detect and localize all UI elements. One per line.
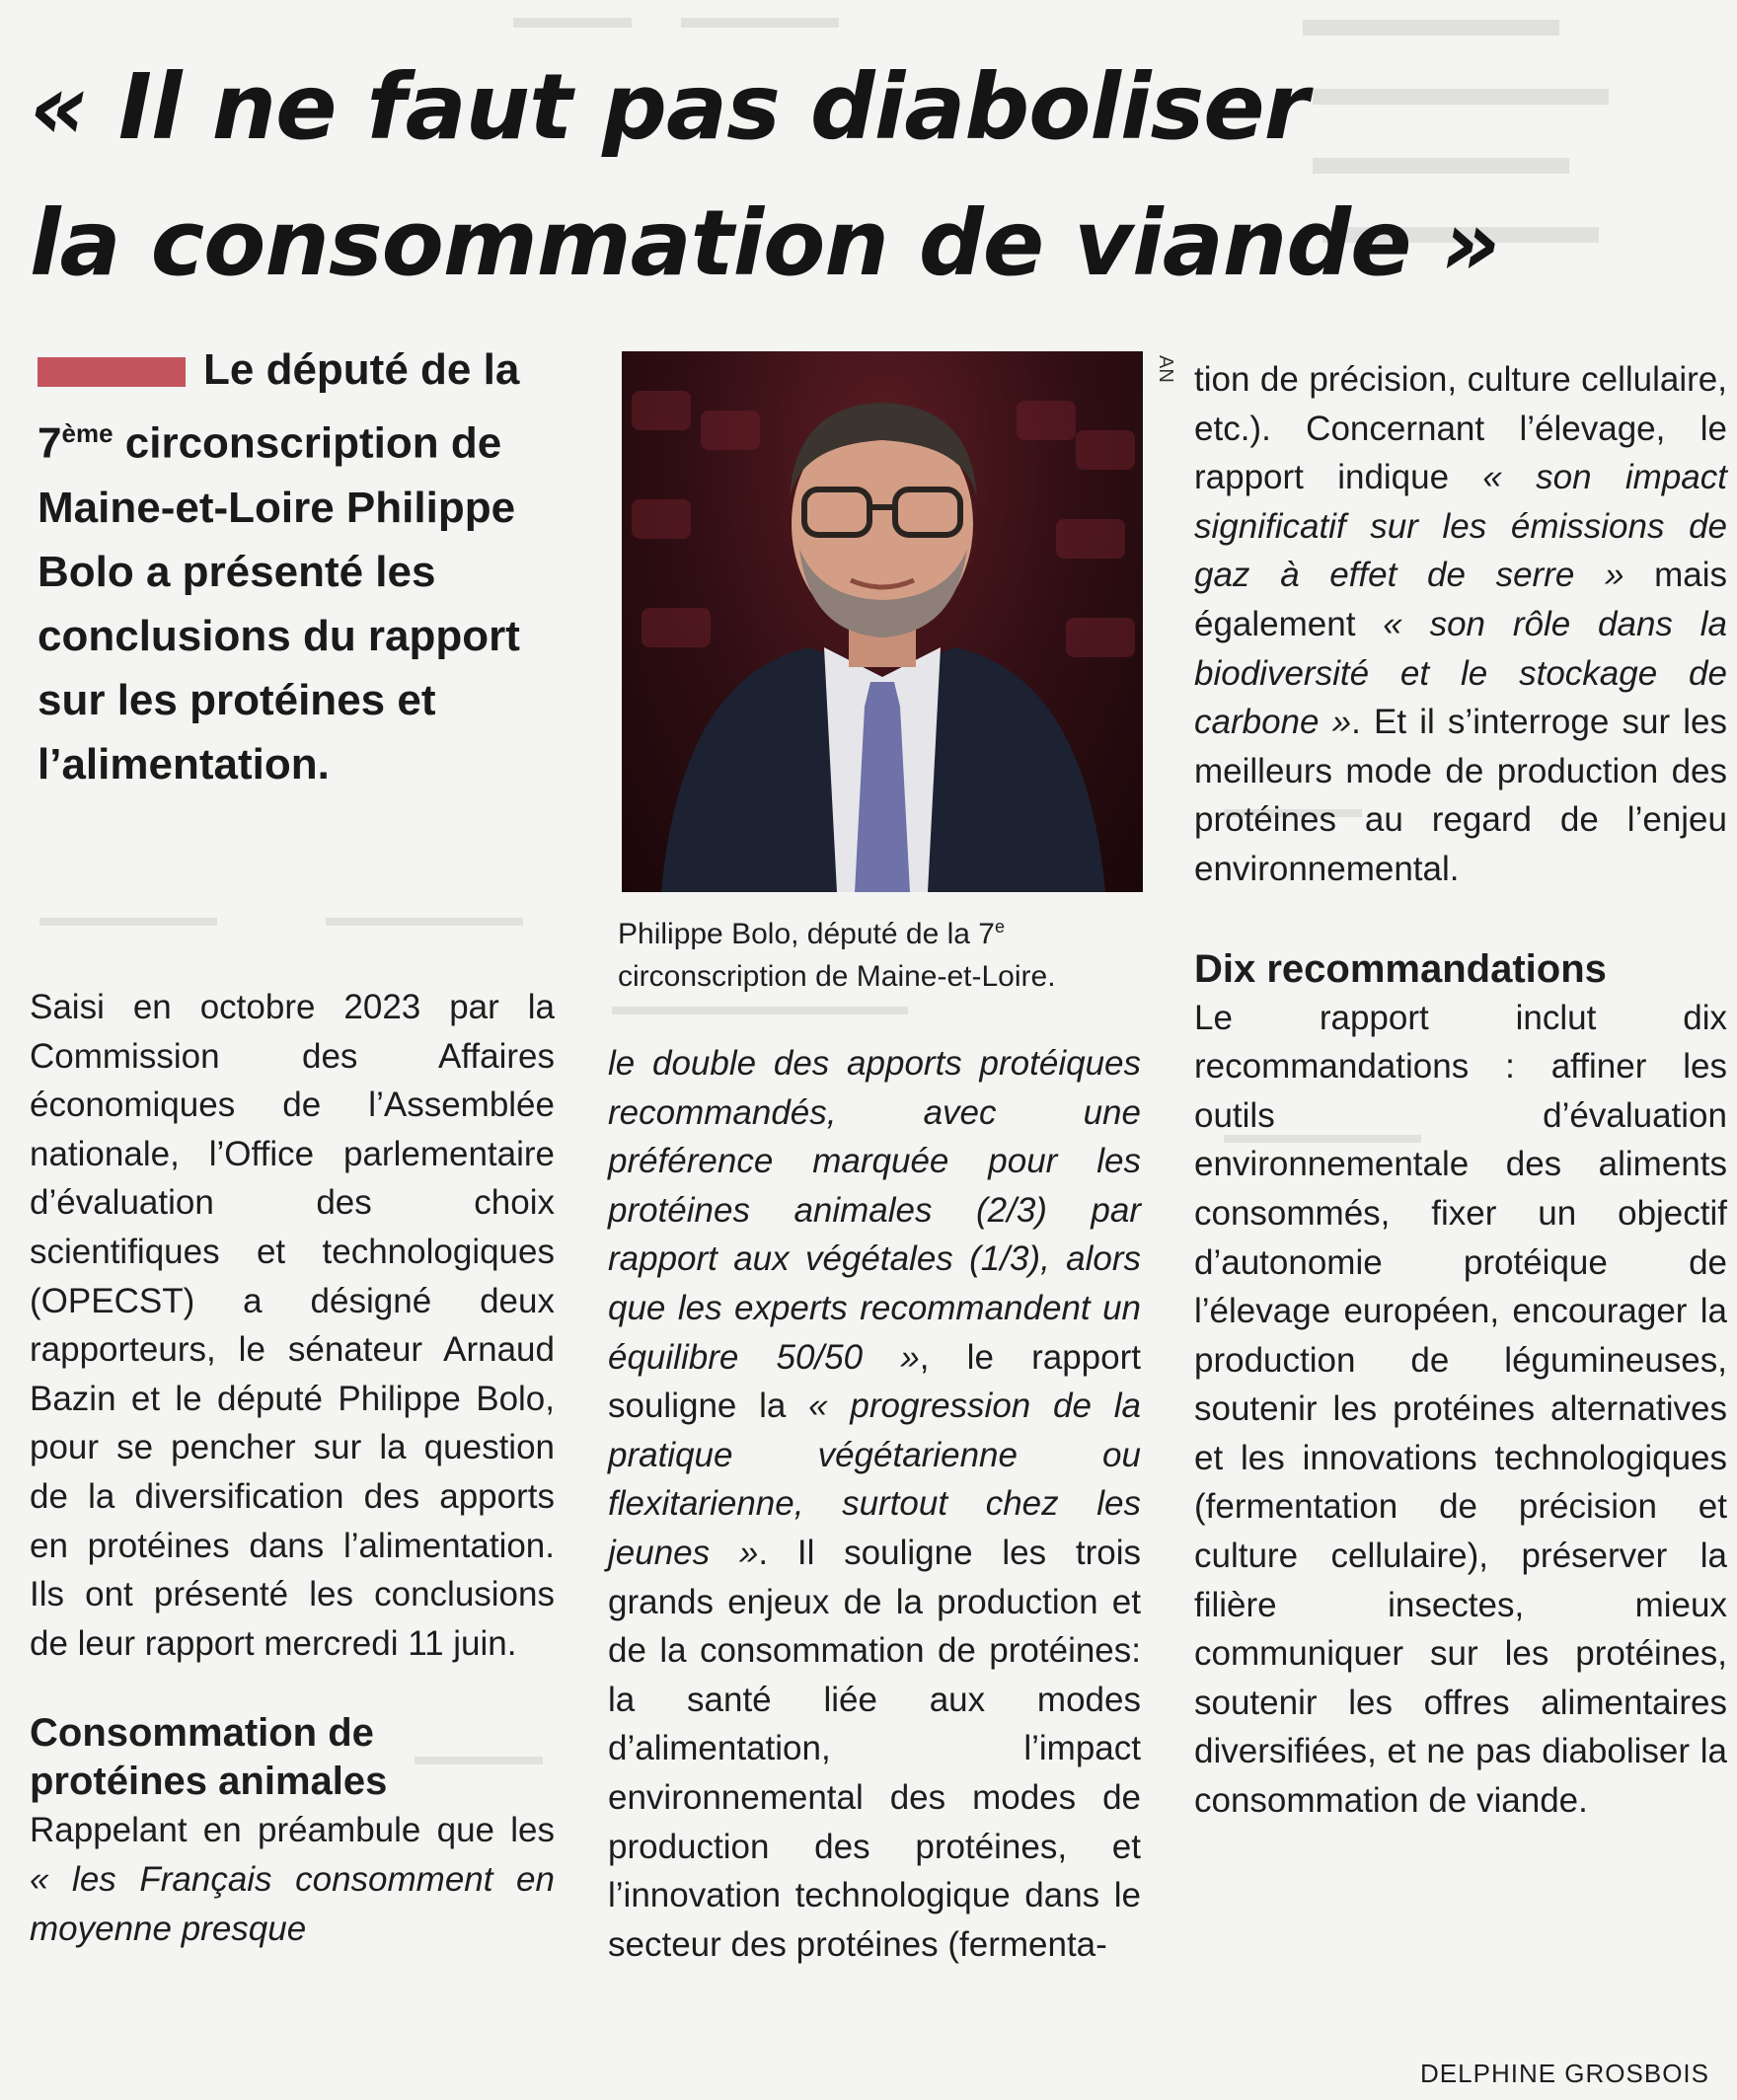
- subheading-recommandations: Dix recommandations: [1194, 946, 1607, 991]
- portrait-illustration: [622, 351, 1143, 892]
- photo-caption: [618, 906, 1151, 998]
- author-byline: DELPHINE GROSBOIS: [1420, 2059, 1709, 2088]
- recommendations-paragraph: Le rapport inclut dix recommandations : affiner les outils d’évaluation environnementale des aliments consommés, fixer un objectif d’autonomie protéique de l’élevage européen, encourager la production de légumineuses, soutenir les protéines alternatives et les innovations technologiques (fermentation de précision et culture cellulaire), préserver la filière insectes, mieux communiquer sur les protéines, soutenir les offres alimentaires diversifiées, et ne pas diaboliser la consommation de viande.: [1194, 998, 1727, 1821]
- headline-line-1: « Il ne faut pas diaboliser: [30, 54, 1309, 160]
- column2-quote-2: « progression de la pratique végétarienne ou flexitarienne, surtout chez les jeunes »: [608, 1387, 1141, 1572]
- lead-ordinal: ème: [61, 418, 113, 448]
- headline-line-2: la consommation de viande »: [30, 190, 1500, 296]
- article-column-3: [1194, 355, 1727, 1826]
- portrait-photo: [622, 351, 1143, 892]
- article-lead: [38, 338, 590, 796]
- article-headline: [30, 39, 1707, 312]
- column1-paragraph-2: [30, 1806, 555, 1953]
- column1-quote: « les Français consomment en moyenne presque: [30, 1859, 555, 1948]
- article-column-2: [608, 1039, 1141, 1969]
- lead-text-start: Le député de la 7: [38, 345, 520, 468]
- intro-paragraph: Saisi en octobre 2023 par la Commission des Affaires économiques de l’Assemblée nationale, l’Office parlementaire d’évaluation des choix scientifiques et technologiques (OPECST) a désigné deux rapporteurs, le sénateur Arnaud Bazin et le député Philippe Bolo, pour se pencher sur la question de la diversification des apports en protéines dans l’alimentation. Ils ont présenté les conclusions de leur rapport mercredi 11 juin.: [30, 988, 555, 1663]
- column3-quote-1: « son impact significatif sur les émissions de gaz à effet de serre »: [1194, 458, 1727, 595]
- article-column-1: [30, 983, 555, 1953]
- column1-text: Rappelant en préambule que les: [30, 1811, 555, 1850]
- column2-text-1: , le rapport souligne la: [608, 1337, 1141, 1426]
- column3-text-3: . Et il s’interroge sur les meilleurs mode de production des protéines au regard de l’enjeu environnemental.: [1194, 703, 1727, 888]
- column2-text-2: . Il souligne les trois grands enjeux de la production et de la consommation de protéines: la santé liée aux modes d’alimentation, l’impact environnemental des modes de production des protéines, et l’innovation technologique dans le secteur des protéines (fermenta-: [608, 1533, 1141, 1964]
- column3-paragraph-1: [1194, 355, 1727, 894]
- column2-quote-1: le double des apports protéiques recommandés, avec une préférence marquée pour les protéines animales (2/3) par rapport aux végétales (1/3), alors que les experts recommandent un équilibre 50/50 »: [608, 1044, 1141, 1377]
- column2-paragraph: [608, 1039, 1141, 1969]
- column3-text-1: tion de précision, culture cellulaire, etc.). Concernant l’élevage, le rapport indique: [1194, 360, 1727, 497]
- lead-text-end: circonscription de Maine-et-Loire Philippe Bolo a présenté les conclusions du rapport sur les protéines et l’alimentation.: [38, 418, 520, 788]
- section-tag-bar: [38, 357, 186, 387]
- subheading-consommation: Consommation de protéines animales: [30, 1711, 388, 1804]
- column3-text-2: mais également: [1194, 556, 1727, 643]
- caption-ordinal: e: [994, 917, 1005, 937]
- photo-credit: AN: [1155, 355, 1176, 383]
- caption-text-start: Philippe Bolo, député de la 7: [618, 918, 995, 950]
- caption-text-end: circonscription de Maine-et-Loire.: [618, 960, 1056, 993]
- column3-quote-2: « son rôle dans la biodiversité et le stockage de carbone »: [1194, 604, 1727, 742]
